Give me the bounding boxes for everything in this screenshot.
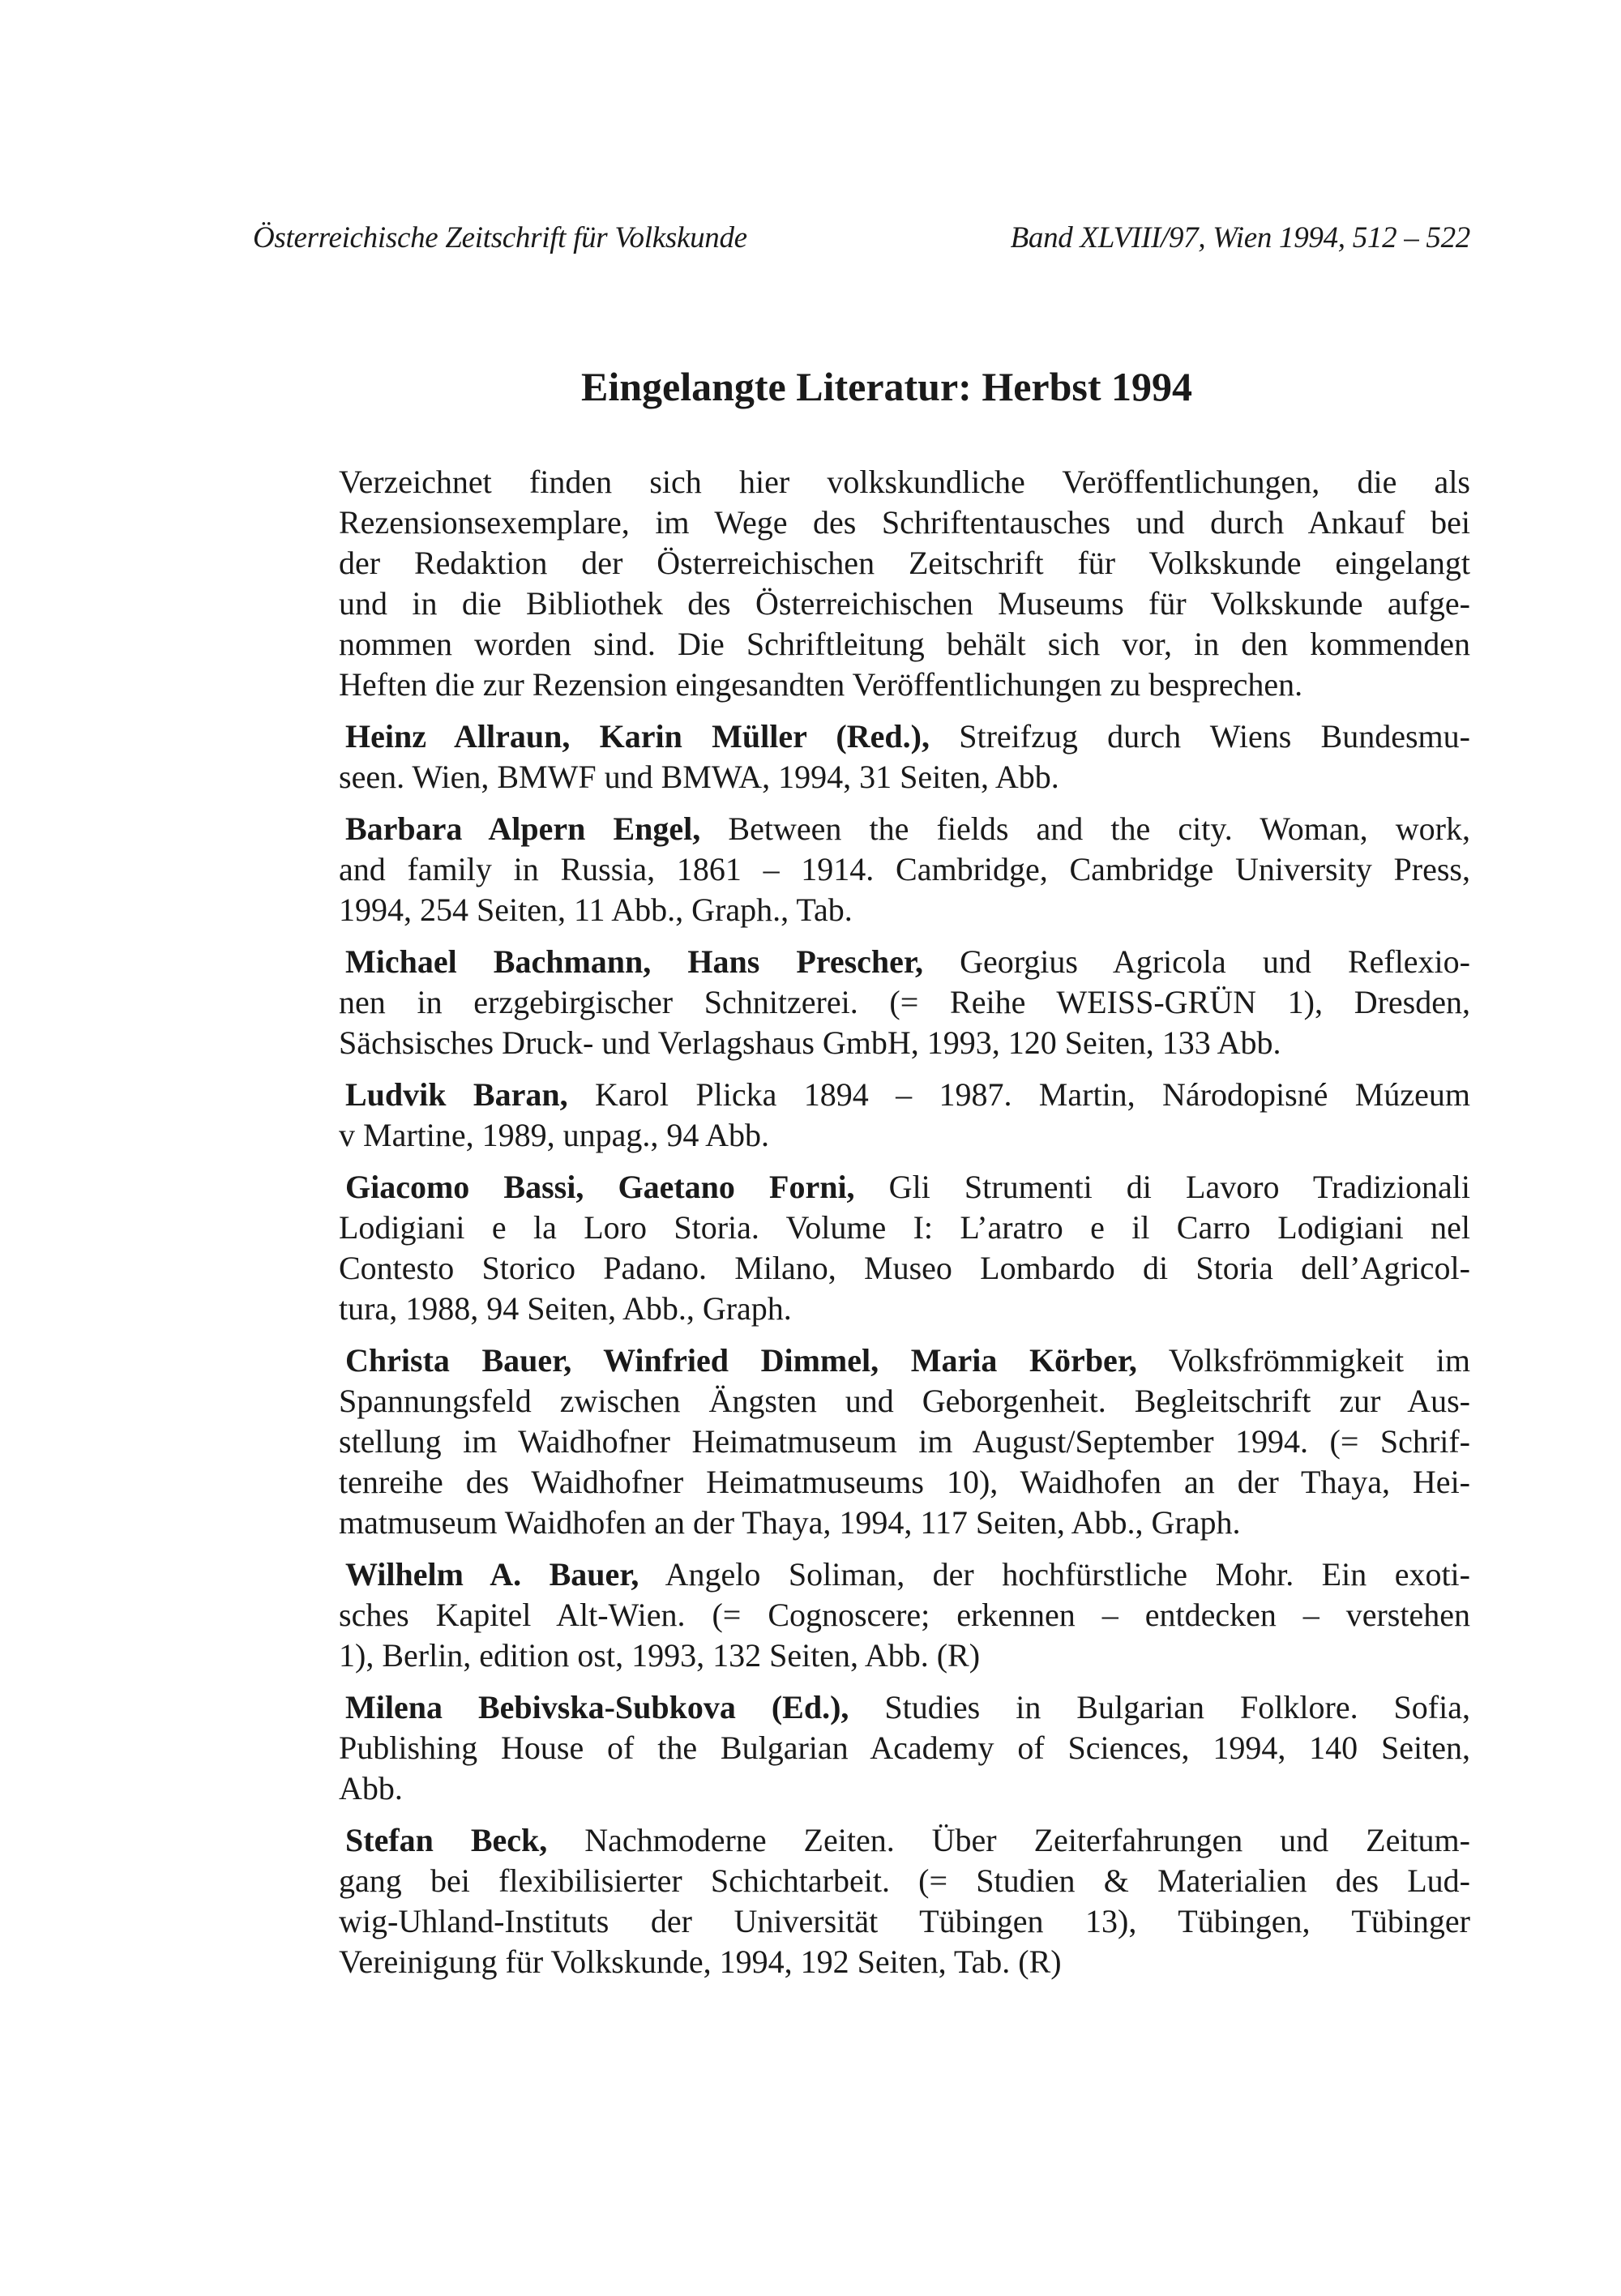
entry-text: Karol Plicka 1894 – 1987. Martin, Národopisné Múzeum	[567, 1076, 1470, 1113]
entry-line	[339, 1554, 1470, 1595]
entry-line: tenreihe des Waidhofner Heimatmuseums 10), Waidhofen an der Thaya, Hei-	[339, 1464, 1470, 1500]
entry-line: Vereinigung für Volkskunde, 1994, 192 Seiten, Tab. (R)	[339, 1943, 1062, 1980]
entry-line	[339, 942, 1470, 982]
intro-line: der Redaktion der Österreichischen Zeitschrift für Volkskunde eingelangt	[339, 545, 1470, 581]
entry-line: 1), Berlin, edition ost, 1993, 132 Seiten, Abb. (R)	[339, 1637, 981, 1674]
bibliography-entry	[339, 1687, 1470, 1809]
entry-line: Contesto Storico Padano. Milano, Museo Lombardo di Storia dell’Agricol-	[339, 1250, 1470, 1286]
entry-line: Lodigiani e la Loro Storia. Volume I: L’aratro e il Carro Lodigiani nel	[339, 1209, 1470, 1246]
entry-line: Abb.	[339, 1770, 403, 1806]
entry-line: Sächsisches Druck- und Verlagshaus GmbH, 1993, 120 Seiten, 133 Abb.	[339, 1024, 1281, 1061]
intro-line: und in die Bibliothek des Österreichischen Museums für Volkskunde aufge-	[339, 585, 1470, 622]
entry-line: v Martine, 1989, unpag., 94 Abb.	[339, 1117, 770, 1153]
entry-author: Wilhelm A. Bauer,	[345, 1556, 639, 1593]
intro-line: Verzeichnet finden sich hier volkskundliche Veröffentlichungen, die als	[339, 464, 1470, 500]
intro-paragraph	[339, 462, 1470, 705]
entry-text: Between the fields and the city. Woman, work,	[700, 810, 1470, 847]
entry-line: nen in erzgebirgischer Schnitzerei. (= Reihe WEISS-GRÜN 1), Dresden,	[339, 984, 1470, 1020]
entry-line	[339, 1820, 1470, 1861]
entry-line	[339, 716, 1470, 757]
entry-line: Spannungsfeld zwischen Ängsten und Geborgenheit. Begleitschrift zur Aus-	[339, 1383, 1470, 1419]
entry-line: matmuseum Waidhofen an der Thaya, 1994, 117 Seiten, Abb., Graph.	[339, 1504, 1241, 1541]
entry-line	[339, 809, 1470, 849]
volume-info: Band XLVIII/97, Wien 1994, 512 – 522	[1010, 221, 1470, 254]
entry-line: sches Kapitel Alt-Wien. (= Cognoscere; erkennen – entdecken – verstehen	[339, 1597, 1470, 1633]
entry-text: Streifzug durch Wiens Bundesmu-	[929, 718, 1470, 755]
entry-author: Ludvik Baran,	[345, 1076, 568, 1113]
bibliography-entry	[339, 1075, 1470, 1156]
bibliography-entry	[339, 809, 1470, 930]
bibliography-entry	[339, 942, 1470, 1063]
entry-text: Studies in Bulgarian Folklore. Sofia,	[849, 1689, 1470, 1725]
entry-line	[339, 1075, 1470, 1115]
entry-author: Michael Bachmann, Hans Prescher,	[345, 943, 923, 980]
intro-line: Rezensionsexemplare, im Wege des Schriftentausches und durch Ankauf bei	[339, 504, 1470, 541]
bibliography-entry	[339, 716, 1470, 797]
running-header	[253, 220, 1470, 255]
entry-author: Christa Bauer, Winfried Dimmel, Maria Körber,	[345, 1342, 1137, 1379]
bibliography-entry	[339, 1820, 1470, 1982]
entry-line: Publishing House of the Bulgarian Academy of Sciences, 1994, 140 Seiten,	[339, 1729, 1470, 1766]
entry-line: seen. Wien, BMWF und BMWA, 1994, 31 Seiten, Abb.	[339, 759, 1059, 795]
entry-line: tura, 1988, 94 Seiten, Abb., Graph.	[339, 1290, 792, 1327]
entry-line	[339, 1340, 1470, 1381]
entry-line: gang bei flexibilisierter Schichtarbeit. (= Studien & Materialien des Lud-	[339, 1862, 1470, 1899]
bibliography-entry	[339, 1340, 1470, 1543]
entry-text: Georgius Agricola und Reflexio-	[923, 943, 1470, 980]
entry-author: Heinz Allraun, Karin Müller (Red.),	[345, 718, 930, 755]
journal-name: Österreichische Zeitschrift für Volkskunde	[253, 221, 747, 254]
entry-line	[339, 1167, 1470, 1208]
bibliography-entry	[339, 1554, 1470, 1676]
entry-text: Volksfrömmigkeit im	[1136, 1342, 1470, 1379]
entry-line: wig-Uhland-Instituts der Universität Tübingen 13), Tübingen, Tübinger	[339, 1903, 1470, 1939]
intro-line: nommen worden sind. Die Schriftleitung behält sich vor, in den kommenden	[339, 626, 1470, 662]
bibliography-entry	[339, 1167, 1470, 1329]
entry-author: Stefan Beck,	[345, 1822, 548, 1858]
entry-author: Barbara Alpern Engel,	[345, 810, 701, 847]
entry-line	[339, 1687, 1470, 1728]
entry-line: 1994, 254 Seiten, 11 Abb., Graph., Tab.	[339, 891, 853, 928]
intro-line: Heften die zur Rezension eingesandten Veröffentlichungen zu besprechen.	[339, 666, 1303, 703]
entry-author: Giacomo Bassi, Gaetano Forni,	[345, 1169, 855, 1205]
entry-author: Milena Bebivska-Subkova (Ed.),	[345, 1689, 849, 1725]
page-title: Eingelangte Literatur: Herbst 1994	[580, 364, 1193, 409]
entry-text: Gli Strumenti di Lavoro Tradizionali	[854, 1169, 1470, 1205]
entry-line: stellung im Waidhofner Heimatmuseum im August/September 1994. (= Schrif-	[339, 1423, 1470, 1460]
entry-text: Nachmoderne Zeiten. Über Zeiterfahrungen und Zeitum-	[547, 1822, 1470, 1858]
document-body	[339, 462, 1470, 1982]
entry-text: Angelo Soliman, der hochfürstliche Mohr. Ein exoti-	[639, 1556, 1470, 1593]
entry-line: and family in Russia, 1861 – 1914. Cambridge, Cambridge University Press,	[339, 851, 1470, 887]
